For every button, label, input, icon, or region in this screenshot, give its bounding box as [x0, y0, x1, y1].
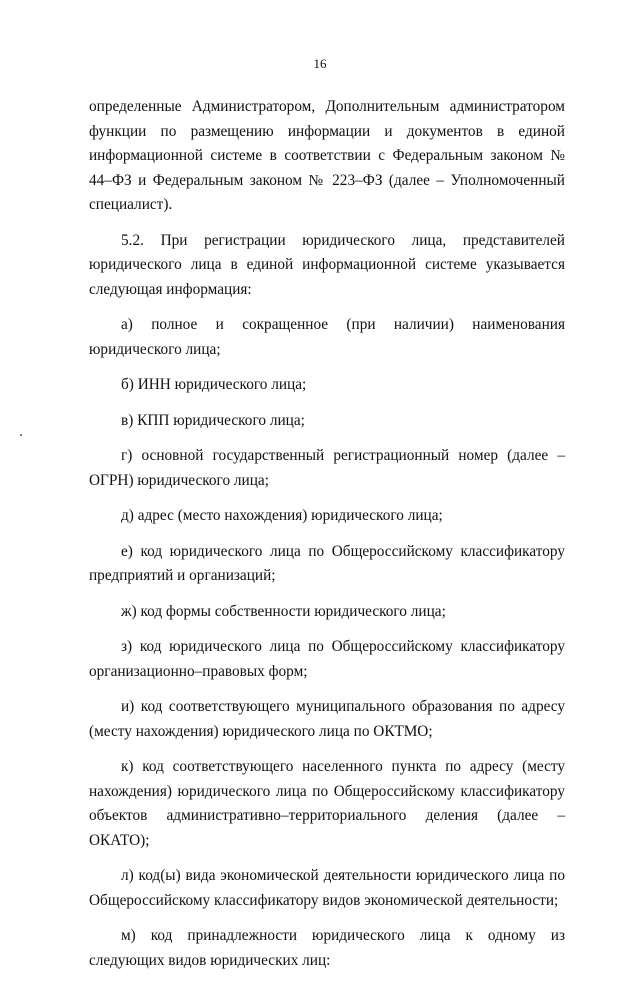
list-item-k: к) код соответствующего населенного пункта по адресу (месту нахождения) юридического лица по Общероссийскому классификатору объектов административно–территориального деления (далее – ОКАТО); [89, 758, 565, 849]
paragraph-intro: определенные Администратором, Дополнительным администратором функции по размещению информации и документов в единой информационной системе в соответствии с Федеральным законом № 44–ФЗ и Федеральным законом № 223–ФЗ (далее – Уполномоченный специалист). [89, 98, 565, 213]
list-item-b: б) ИНН юридического лица; [121, 376, 307, 393]
list-item-z: з) код юридического лица по Общероссийскому классификатору организационно–правовых форм; [89, 638, 565, 680]
paragraph-5-2: 5.2. При регистрации юридического лица, представителей юридического лица в единой информационной системе указывается следующая информация: [89, 231, 565, 298]
list-item-g: г) основной государственный регистрационный номер (далее – ОГРН) юридического лица; [89, 447, 565, 489]
list-item-zh: ж) код формы собственности юридического лица; [121, 602, 446, 620]
list-item-m: м) код принадлежности юридического лица к одному из следующих видов юридических лиц: [89, 927, 565, 969]
list-item-v: в) КПП юридического лица; [121, 411, 305, 429]
list-item-a: а) полное и сокращенное (при наличии) наименования юридического лица; [89, 316, 565, 358]
document-body [89, 95, 565, 984]
list-item-e: е) код юридического лица по Общероссийскому классификатору предприятий и организаций; [89, 542, 565, 584]
list-item-i: и) код соответствующего муниципального образования по адресу (месту нахождения) юридического лица по ОКТМО; [89, 698, 565, 740]
list-item-d: д) адрес (место нахождения) юридического лица; [121, 507, 443, 524]
scan-speck [20, 434, 22, 436]
page-number: 16 [313, 56, 327, 71]
list-item-l: л) код(ы) вида экономической деятельности юридического лица по Общероссийскому классификатору видов экономической деятельности; [89, 867, 565, 909]
